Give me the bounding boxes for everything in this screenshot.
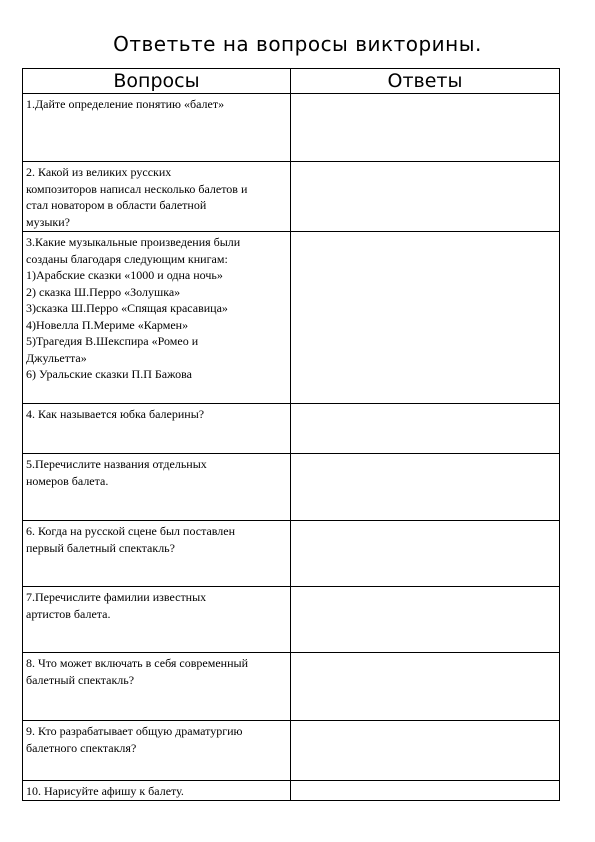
question-cell <box>23 521 291 587</box>
table-row <box>23 94 560 162</box>
question-text: 9. Кто разрабатывает общую драматургию балетного спектакля? <box>26 724 243 755</box>
column-header-questions: Вопросы <box>23 69 291 94</box>
question-cell <box>23 94 291 162</box>
question-cell <box>23 721 291 781</box>
question-text: 4. Как называется юбка балерины? <box>26 407 205 421</box>
question-cell <box>23 232 291 404</box>
answer-cell[interactable] <box>291 781 560 801</box>
question-cell <box>23 454 291 521</box>
answer-cell[interactable] <box>291 232 560 404</box>
page-title: Ответьте на вопросы викторины. <box>113 32 482 56</box>
column-header-answers: Ответы <box>291 69 560 94</box>
question-cell <box>23 781 291 801</box>
answer-cell[interactable] <box>291 404 560 454</box>
question-text: 8. Что может включать в себя современный балетный спектакль? <box>26 656 248 687</box>
table-row <box>23 587 560 653</box>
quiz-table <box>22 68 560 801</box>
question-text: 7.Перечислите фамилии известных артистов балета. <box>26 590 207 621</box>
table-row <box>23 162 560 232</box>
answer-cell[interactable] <box>291 162 560 232</box>
table-row <box>23 232 560 404</box>
answer-cell[interactable] <box>291 454 560 521</box>
answer-cell[interactable] <box>291 721 560 781</box>
answer-cell[interactable] <box>291 587 560 653</box>
table-row <box>23 454 560 521</box>
table-row <box>23 721 560 781</box>
question-text: 1.Дайте определение понятию «балет» <box>26 97 225 111</box>
table-row <box>23 653 560 721</box>
question-cell <box>23 587 291 653</box>
question-text: 10. Нарисуйте афишу к балету. <box>26 784 184 798</box>
answer-cell[interactable] <box>291 653 560 721</box>
question-text: 2. Какой из великих русских композиторов написал несколько балетов и стал новатором в области балетной музыки? <box>26 165 248 229</box>
question-cell <box>23 653 291 721</box>
table-header-row <box>23 69 560 94</box>
table-row <box>23 521 560 587</box>
question-cell <box>23 404 291 454</box>
question-cell <box>23 162 291 232</box>
question-text: 5.Перечислите названия отдельных номеров балета. <box>26 457 207 488</box>
table-row <box>23 781 560 801</box>
answer-cell[interactable] <box>291 94 560 162</box>
question-text: 3.Какие музыкальные произведения были созданы благодаря следующим книгам: 1)Арабские сказки «1000 и одна ночь» 2) сказка Ш.Перро «Золушка» 3)сказка Ш.Перро «Спящая красавица» 4)Новелла П.Мериме «Кармен» 5)Трагедия В.Шекспира «Ромео и Джульетта» 6) Уральские сказки П.П Бажова <box>26 235 241 381</box>
table-row <box>23 404 560 454</box>
answer-cell[interactable] <box>291 521 560 587</box>
question-text: 6. Когда на русской сцене был поставлен первый балетный спектакль? <box>26 524 236 555</box>
